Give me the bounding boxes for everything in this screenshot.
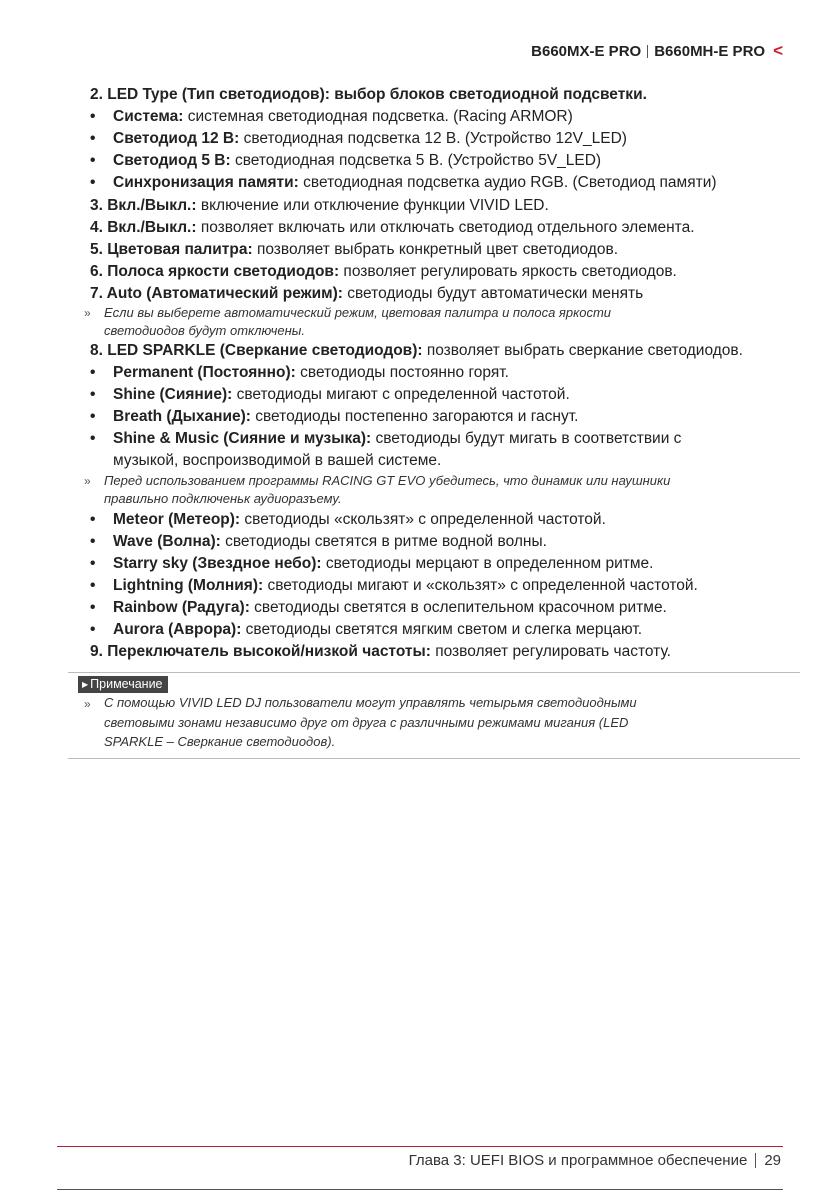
bullet-text — [113, 362, 509, 384]
item-description: светодиоды мигают с определенной частотой. — [232, 386, 570, 403]
bullet-icon: • — [90, 364, 96, 381]
note-marker: » — [84, 306, 91, 320]
bullet-text — [113, 509, 606, 531]
bullet-icon: • — [90, 599, 96, 616]
bullet-icon: • — [90, 511, 96, 528]
bullet-icon: • — [90, 555, 96, 572]
bullet-text — [113, 553, 653, 575]
item-term: Светодиод 5 В: — [113, 152, 231, 169]
item-term: Wave (Волна): — [113, 533, 221, 550]
note-line: световыми зонами независимо друг от друга с различными режимами мигания (LED — [104, 715, 629, 730]
item-term: Shine (Сияние): — [113, 386, 233, 403]
bottom-rule — [57, 1189, 783, 1190]
item-term: Breath (Дыхание): — [113, 408, 251, 425]
note-line: С помощью VIVID LED DJ пользователи могут управлять четырьмя светодиодными — [104, 695, 637, 710]
item-description: светодиоды мигают и «скользят» с определенной частотой. — [263, 577, 698, 594]
model-name-b: B660MH-E PRO — [654, 42, 766, 60]
item-term: 6. Полоса яркости светодиодов: — [90, 263, 340, 280]
numbered-item — [90, 84, 839, 106]
footer-divider — [57, 1146, 783, 1147]
bullet-text — [113, 597, 667, 619]
page-number: 29 — [764, 1152, 781, 1169]
note-bottom-divider — [68, 758, 800, 759]
item-description: светодиоды постоянно горят. — [295, 364, 509, 381]
item-term: 8. LED SPARKLE (Сверкание светодиодов): — [90, 342, 423, 359]
item-term: 7. Auto (Автоматический режим): — [90, 285, 343, 302]
bullet-icon: • — [90, 533, 96, 550]
item-description: светодиоды светятся мягким светом и слегка мерцают. — [241, 621, 643, 638]
item-description: позволяет регулировать яркость светодиодов. — [339, 263, 677, 280]
item-description: позволяет регулировать частоту. — [430, 643, 671, 660]
item-term: 4. Вкл./Выкл.: — [90, 219, 197, 236]
item-description: позволяет включать или отключать светодиод отдельного элемента. — [196, 219, 695, 236]
item-description: системная светодиодная подсветка. (Racing ARMOR) — [183, 108, 573, 125]
model-name-a: B660MX-E PRO — [531, 42, 642, 60]
bullet-text — [113, 619, 642, 641]
note-marker: » — [84, 474, 91, 488]
note-text: Перед использованием программы RACING GT EVO убедитесь, что динамик или наушники — [104, 473, 671, 488]
item-term: 3. Вкл./Выкл.: — [90, 197, 197, 214]
bullet-text — [113, 150, 601, 172]
numbered-item — [90, 239, 839, 261]
note-text: светодиодов будут отключены. — [104, 323, 305, 338]
item-term: Светодиод 12 В: — [113, 130, 240, 147]
item-description: светодиоды «скользят» с определенной частотой. — [240, 511, 606, 528]
item-description: светодиоды светятся в ослепительном красочном ритме. — [249, 599, 667, 616]
item-description: позволяет выбрать сверкание светодиодов. — [422, 342, 743, 359]
header-separator — [647, 45, 648, 58]
numbered-item — [90, 261, 839, 283]
note-text: правильно подключеньк аудиоразъему. — [104, 491, 342, 506]
note-label-text: Примечание — [90, 677, 163, 691]
item-term: Shine & Music (Сияние и музыка): — [113, 430, 372, 447]
bullet-icon: • — [90, 108, 96, 125]
chevron-left-icon: < — [773, 41, 783, 60]
item-description: позволяет выбрать конкретный цвет светодиодов. — [252, 241, 618, 258]
numbered-item — [90, 641, 839, 663]
numbered-item — [90, 217, 839, 239]
bullet-text — [113, 172, 717, 194]
item-description: светодиоды будут мигать в соответствии с — [371, 430, 682, 447]
bullet-text — [113, 128, 627, 150]
page-footer — [409, 1152, 781, 1169]
bullet-icon: • — [90, 174, 96, 191]
bullet-icon: • — [90, 621, 96, 638]
bullet-text — [113, 106, 573, 128]
item-description: светодиоды мерцают в определенном ритме. — [321, 555, 654, 572]
bullet-icon: • — [90, 408, 96, 425]
bullet-icon: • — [90, 386, 96, 403]
bullet-continuation: музыкой, воспроизводимой в вашей системе. — [113, 452, 442, 469]
numbered-item — [90, 195, 839, 217]
item-term: Lightning (Молния): — [113, 577, 264, 594]
note-top-divider — [68, 672, 800, 673]
bullet-icon: • — [90, 577, 96, 594]
item-term: Система: — [113, 108, 184, 125]
item-term: Meteor (Метеор): — [113, 511, 241, 528]
bullet-text — [113, 575, 698, 597]
bullet-text — [113, 531, 547, 553]
bullet-text — [113, 428, 681, 450]
item-term: 2. LED Type (Тип светодиодов): выбор блоков светодиодной подсветки. — [90, 86, 647, 103]
item-description: включение или отключение функции VIVID LED. — [196, 197, 549, 214]
note-label — [78, 676, 168, 693]
note-text: Если вы выберете автоматический режим, цветовая палитра и полоса яркости — [104, 305, 612, 320]
item-description: светодиоды будут автоматически менять — [342, 285, 644, 302]
bullet-text — [113, 384, 570, 406]
item-description: светодиодная подсветка 12 В. (Устройство 12V_LED) — [239, 130, 627, 147]
bullet-text — [113, 406, 578, 428]
footer-separator — [755, 1153, 756, 1168]
note-line: SPARKLE – Сверкание светодиодов). — [104, 734, 336, 749]
page-header — [531, 41, 783, 61]
item-term: 5. Цветовая палитра: — [90, 241, 253, 258]
item-description: светодиодная подсветка 5 В. (Устройство 5V_LED) — [230, 152, 602, 169]
numbered-item — [90, 340, 839, 362]
bullet-icon: • — [90, 152, 96, 169]
item-description: светодиоды светятся в ритме водной волны. — [220, 533, 547, 550]
item-description: светодиодная подсветка аудио RGB. (Светодиод памяти) — [298, 174, 717, 191]
bullet-icon: • — [90, 130, 96, 147]
item-term: 9. Переключатель высокой/низкой частоты: — [90, 643, 431, 660]
item-term: Rainbow (Радуга): — [113, 599, 250, 616]
item-description: светодиоды постепенно загораются и гаснут. — [250, 408, 579, 425]
triangle-right-icon: ▶ — [82, 680, 89, 689]
item-term: Permanent (Постоянно): — [113, 364, 296, 381]
item-term: Синхронизация памяти: — [113, 174, 299, 191]
item-term: Starry sky (Звездное небо): — [113, 555, 322, 572]
item-term: Aurora (Аврора): — [113, 621, 242, 638]
note-marker: » — [84, 697, 91, 711]
chapter-title: Глава 3: UEFI BIOS и программное обеспечение — [408, 1152, 748, 1169]
bullet-icon: • — [90, 430, 96, 447]
